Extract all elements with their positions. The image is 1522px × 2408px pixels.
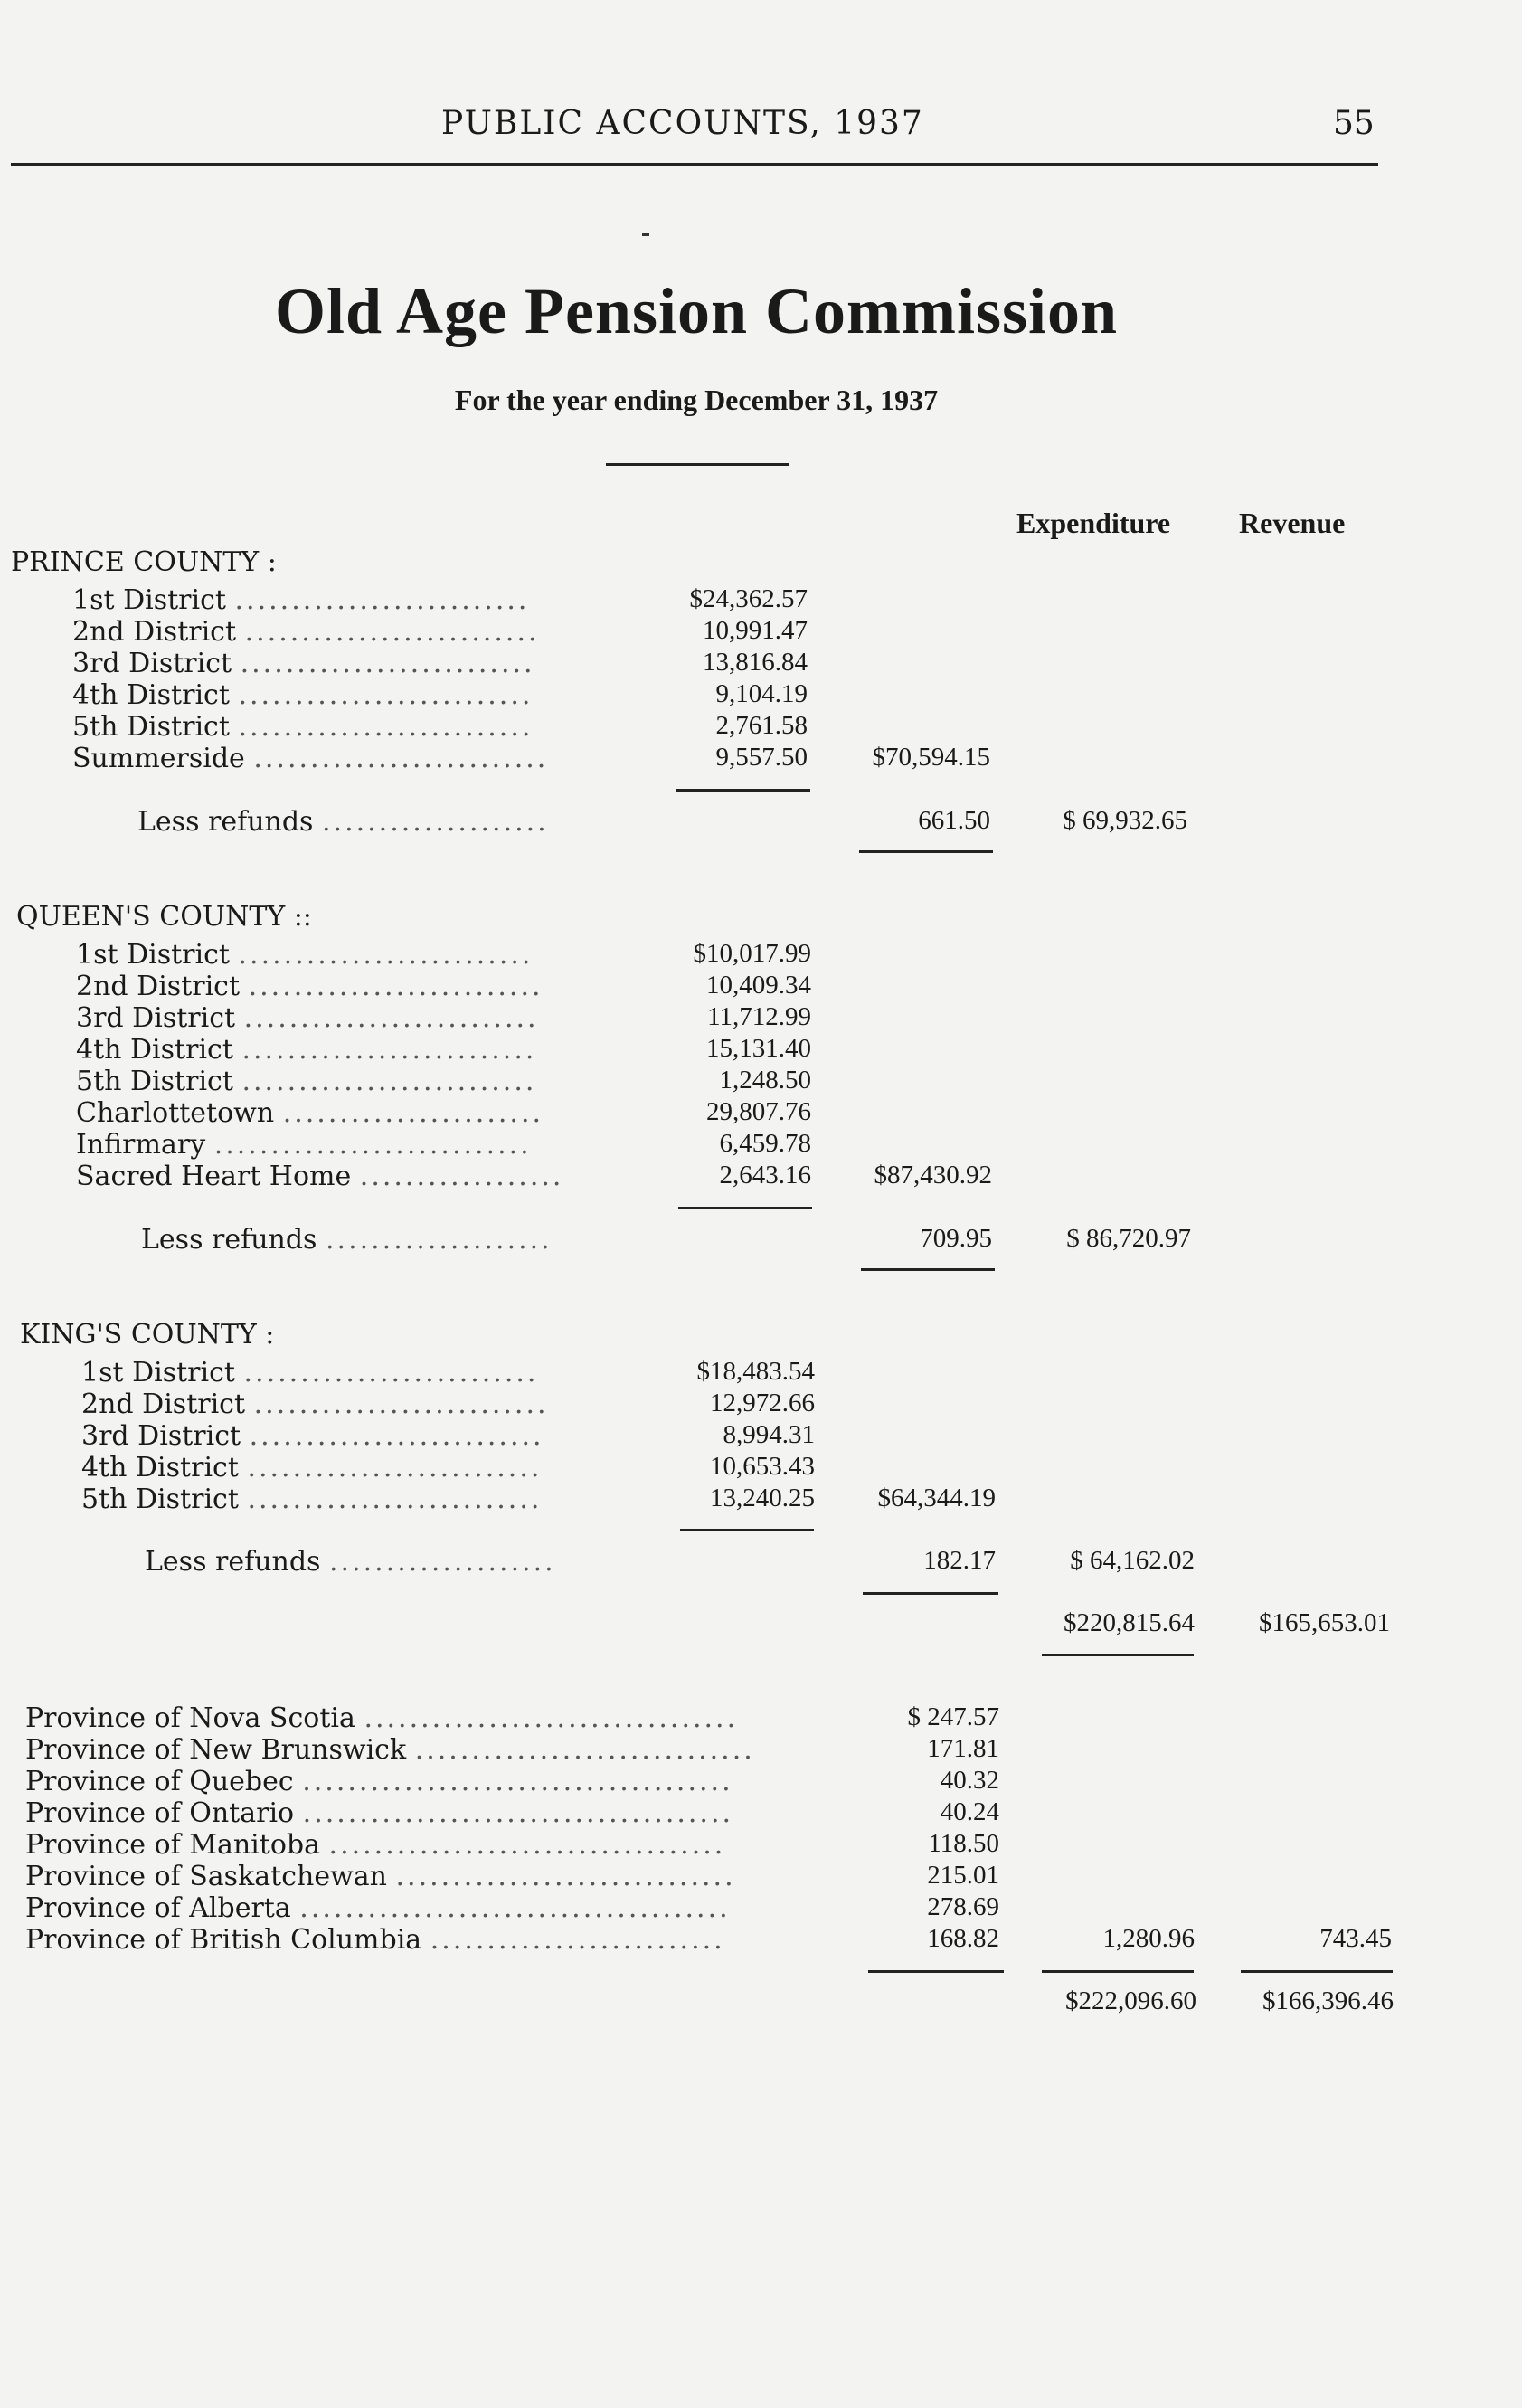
queens-row-amount: 1,248.50 — [719, 1066, 811, 1095]
grand-total-expenditure: $222,096.60 — [1065, 1986, 1196, 2015]
prince-subtotal: $70,594.15 — [872, 743, 990, 772]
subtotal-rule — [678, 1207, 812, 1209]
queens-row-label: 3rd District .......................... — [76, 1002, 539, 1034]
queens-row-label: Sacred Heart Home .................. — [76, 1161, 564, 1192]
province-row-amount: 118.50 — [928, 1829, 999, 1858]
province-row-amount: 215.01 — [927, 1861, 999, 1890]
province-row-label: Province of Saskatchewan .............................. — [25, 1861, 736, 1892]
page-subtitle: For the year ending December 31, 1937 — [454, 384, 939, 416]
subtotal-rule — [680, 1529, 814, 1531]
prince-row-label: Summerside .......................... — [72, 743, 549, 774]
page-number: 55 — [1333, 105, 1375, 142]
kings-row-label: 5th District .......................... — [81, 1484, 543, 1515]
provinces-revenue: 743.45 — [1319, 1924, 1392, 1953]
running-header: PUBLIC ACCOUNTS, 1937 — [441, 105, 924, 142]
prince-row-amount: $24,362.57 — [689, 584, 808, 613]
kings-row-label: 2nd District .......................... — [81, 1389, 549, 1420]
province-row-label: Province of New Brunswick .............................. — [25, 1734, 755, 1766]
province-row-amount: 278.69 — [927, 1892, 999, 1921]
kings-county-heading: KING'S COUNTY : — [20, 1319, 275, 1351]
prince-row-amount: 9,104.19 — [715, 679, 808, 708]
kings-net: $ 64,162.02 — [1070, 1546, 1195, 1575]
kings-refunds: 182.17 — [923, 1546, 996, 1575]
queens-row-amount: 15,131.40 — [706, 1034, 811, 1063]
queens-row-label: 5th District .......................... — [76, 1066, 537, 1097]
kings-refunds-label: Less refunds .................... — [145, 1546, 556, 1578]
county-total-revenue: $165,653.01 — [1259, 1608, 1390, 1637]
queens-row-label: Infirmary ............................ — [76, 1129, 532, 1161]
queens-row-amount: 29,807.76 — [706, 1097, 811, 1126]
province-row-amount: 40.24 — [940, 1797, 999, 1826]
province-row-label: Province of British Columbia .......................... — [25, 1924, 725, 1956]
queens-row-label: 4th District .......................... — [76, 1034, 537, 1066]
prince-row-amount: 9,557.50 — [715, 743, 808, 772]
kings-row-amount: $18,483.54 — [696, 1357, 815, 1386]
province-row-amount: 168.82 — [927, 1924, 999, 1953]
county-total-rule — [1042, 1654, 1194, 1656]
prince-row-label: 2nd District .......................... — [72, 616, 540, 648]
province-row-amount: 40.32 — [940, 1766, 999, 1795]
province-row-label: Province of Manitoba ................................... — [25, 1829, 726, 1861]
expenditure-total-rule — [1042, 1970, 1194, 1973]
queens-row-label: 1st District .......................... — [76, 939, 534, 971]
refunds-rule — [859, 850, 993, 853]
refunds-rule — [863, 1592, 998, 1595]
queens-net: $ 86,720.97 — [1066, 1224, 1191, 1253]
province-row-label: Province of Nova Scotia ................................. — [25, 1702, 739, 1734]
queens-row-label: Charlottetown ....................... — [76, 1097, 544, 1129]
prince-net: $ 69,932.65 — [1063, 806, 1187, 835]
province-total-rule — [868, 1970, 1004, 1973]
queens-row-amount: 6,459.78 — [719, 1129, 811, 1158]
queens-subtotal: $87,430.92 — [874, 1161, 992, 1190]
title-rule — [606, 463, 789, 466]
queens-refunds-label: Less refunds .................... — [141, 1224, 553, 1256]
refunds-rule — [861, 1268, 995, 1271]
prince-row-label: 3rd District .......................... — [72, 648, 535, 679]
prince-row-label: 5th District .......................... — [72, 711, 534, 743]
queens-row-amount: $10,017.99 — [693, 939, 811, 968]
prince-row-amount: 10,991.47 — [703, 616, 808, 645]
prince-row-label: 1st District .......................... — [72, 584, 530, 616]
queens-row-amount: 10,409.34 — [706, 971, 811, 1000]
revenue-column-heading: Revenue — [1239, 507, 1346, 539]
prince-row-amount: 2,761.58 — [715, 711, 808, 740]
kings-row-amount: 8,994.31 — [723, 1420, 815, 1449]
kings-row-amount: 10,653.43 — [710, 1452, 815, 1481]
kings-row-label: 1st District .......................... — [81, 1357, 539, 1389]
page-title: Old Age Pension Commission — [274, 275, 1119, 347]
prince-county-heading: PRINCE COUNTY : — [11, 546, 277, 578]
county-total-expenditure: $220,815.64 — [1064, 1608, 1195, 1637]
province-row-amount: 171.81 — [927, 1734, 999, 1763]
prince-refunds: 661.50 — [918, 806, 990, 835]
queens-county-heading: QUEEN'S COUNTY :: — [16, 901, 312, 933]
prince-row-label: 4th District .......................... — [72, 679, 534, 711]
subtotal-rule — [676, 789, 810, 792]
queens-row-label: 2nd District .......................... — [76, 971, 544, 1002]
kings-row-amount: 12,972.66 — [710, 1389, 815, 1417]
province-row-amount: $ 247.57 — [907, 1702, 999, 1731]
province-row-label: Province of Quebec ...................................... — [25, 1766, 733, 1797]
queens-row-amount: 11,712.99 — [707, 1002, 811, 1031]
provinces-expenditure: 1,280.96 — [1102, 1924, 1195, 1953]
header-rule — [11, 163, 1378, 166]
prince-refunds-label: Less refunds .................... — [137, 806, 549, 838]
kings-row-label: 4th District .......................... — [81, 1452, 543, 1484]
grand-total-revenue: $166,396.46 — [1262, 1986, 1394, 2015]
province-row-label: Province of Ontario ...................................... — [25, 1797, 734, 1829]
kings-row-label: 3rd District .......................... — [81, 1420, 544, 1452]
province-row-label: Province of Alberta ...................................... — [25, 1892, 731, 1924]
queens-row-amount: 2,643.16 — [719, 1161, 811, 1190]
print-mark — [642, 233, 649, 236]
expenditure-column-heading: Expenditure — [1016, 507, 1171, 539]
kings-row-amount: 13,240.25 — [710, 1484, 815, 1512]
revenue-total-rule — [1241, 1970, 1393, 1973]
kings-subtotal: $64,344.19 — [877, 1484, 996, 1512]
queens-refunds: 709.95 — [920, 1224, 992, 1253]
prince-row-amount: 13,816.84 — [703, 648, 808, 677]
